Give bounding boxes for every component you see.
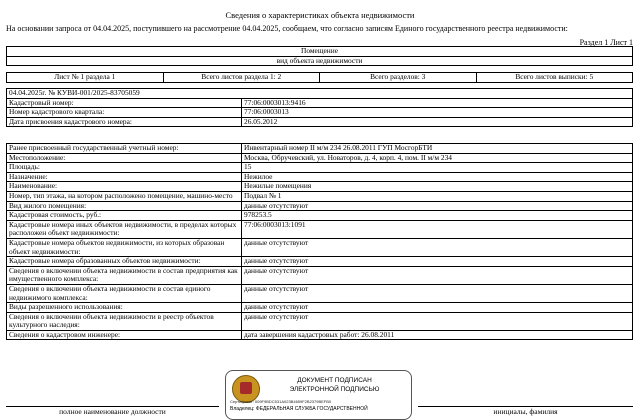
stamp-line-1: ДОКУМЕНТ ПОДПИСАН — [297, 377, 372, 384]
footer-name-label: инициалы, фамилия — [418, 406, 633, 416]
table-row — [7, 211, 633, 221]
sections-total: Всего разделов: 3 — [320, 73, 477, 83]
request-number: 04.04.2025г. № КУВИ-001/2025-83705059 — [7, 89, 633, 99]
table-row — [7, 303, 633, 313]
row-value: 978253.5 — [242, 211, 633, 221]
row-value: данные отсутствуют — [242, 284, 633, 302]
cadastral-quarter: 77:06:0003013 — [242, 108, 633, 118]
row-label: Наименование: — [7, 182, 242, 192]
table-row — [7, 312, 633, 330]
row-label: Кадастровые номера объектов недвижимости, из которых образован объект недвижимости: — [7, 238, 242, 256]
electronic-signature-stamp — [225, 370, 412, 420]
row-value: Москва, Обручевский, ул. Новаторов, д. 4, корп. 4, пом. II м/м 234 — [242, 153, 633, 163]
cadastral-date: 26.05.2012 — [242, 117, 633, 127]
row-label: Сведения о включении объекта недвижимости в состав предприятия как имущественного комплекса: — [7, 266, 242, 284]
stamp-certificate: Сертификат: 009F9BDC531A023B4659F2B2379BEFB0 — [230, 399, 332, 404]
sheet-number: Лист № 1 раздела 1 — [7, 73, 164, 83]
row-label: Сведения о кадастровом инженере: — [7, 330, 242, 340]
row-value: данные отсутствуют — [242, 266, 633, 284]
stamp-owner: Владелец: ФЕДЕРАЛЬНАЯ СЛУЖБА ГОСУДАРСТВЕННОЙ — [230, 406, 368, 412]
row-value: Нежилые помещения — [242, 182, 633, 192]
row-label: Сведения о включении объекта недвижимости в реестр объектов культурного наследия: — [7, 312, 242, 330]
row-label: Кадастровый номер: — [7, 98, 242, 108]
row-value: данные отсутствуют — [242, 303, 633, 313]
table-row — [7, 117, 633, 127]
row-label: Номер кадастрового квартала: — [7, 108, 242, 118]
document-title: Сведения о характеристиках объекта недвижимости — [225, 10, 415, 20]
table-row — [7, 220, 633, 238]
row-label: Площадь: — [7, 163, 242, 173]
row-label: Вид жилого помещения: — [7, 201, 242, 211]
section-label: Раздел 1 Лист 1 — [579, 38, 633, 47]
table-row — [7, 284, 633, 302]
row-label: Кадастровые номера образованных объектов недвижимости: — [7, 257, 242, 267]
footer-position-label: полное наименование должности — [6, 406, 219, 416]
sheets-total: Всего листов раздела 1: 2 — [163, 73, 320, 83]
table-row — [7, 330, 633, 340]
table-row — [7, 144, 633, 154]
row-label: Назначение: — [7, 172, 242, 182]
table-row — [7, 163, 633, 173]
row-label: Сведения о включении объекта недвижимости в состав единого недвижимого комплекса: — [7, 284, 242, 302]
table-row — [7, 266, 633, 284]
row-label: Ранее присвоенный государственный учетный номер: — [7, 144, 242, 154]
characteristics-table — [6, 143, 633, 340]
row-label: Кадастровая стоимость, руб.: — [7, 211, 242, 221]
extract-sheets-total: Всего листов выписки: 5 — [476, 73, 633, 83]
registration-table — [6, 88, 633, 127]
table-row — [7, 172, 633, 182]
row-label: Номер, тип этажа, на котором расположено помещение, машино-место — [7, 191, 242, 201]
table-row — [7, 108, 633, 118]
row-value: Подвал № 1 — [242, 191, 633, 201]
row-value: Инвентарный номер II м/м 234 26.08.2011 ГУП МосгорБТИ — [242, 144, 633, 154]
row-label: Виды разрешенного использования: — [7, 303, 242, 313]
cadastral-number: 77:06:0003013:9416 — [242, 98, 633, 108]
row-label: Дата присвоения кадастрового номера: — [7, 117, 242, 127]
row-value: 77:06:0003013:1091 — [242, 220, 633, 238]
intro-text: На основании запроса от 04.04.2025, поступившего на рассмотрение 04.04.2025, сообщаем, что согласно записям Единого государственного реестра недвижимости: — [6, 24, 568, 33]
table-row — [7, 257, 633, 267]
table-row — [7, 153, 633, 163]
row-label: Кадастровые номера иных объектов недвижимости, в пределах которых расположен объект недвижимости: — [7, 220, 242, 238]
row-value: Нежилое — [242, 172, 633, 182]
stamp-line-2: ЭЛЕКТРОННОЙ ПОДПИСЬЮ — [289, 386, 380, 393]
row-value: данные отсутствуют — [242, 238, 633, 256]
object-type-table — [6, 46, 633, 66]
object-kind-label: вид объекта недвижимости — [7, 56, 633, 66]
object-type: Помещение — [7, 47, 633, 57]
table-row — [7, 191, 633, 201]
row-value: данные отсутствуют — [242, 201, 633, 211]
row-label: Местоположение: — [7, 153, 242, 163]
row-value: 15 — [242, 163, 633, 173]
row-value: данные отсутствуют — [242, 312, 633, 330]
table-row — [7, 238, 633, 256]
row-value: дата завершения кадастровых работ: 26.08.2011 — [242, 330, 633, 340]
row-value: данные отсутствуют — [242, 257, 633, 267]
sheet-info-table — [6, 72, 633, 83]
